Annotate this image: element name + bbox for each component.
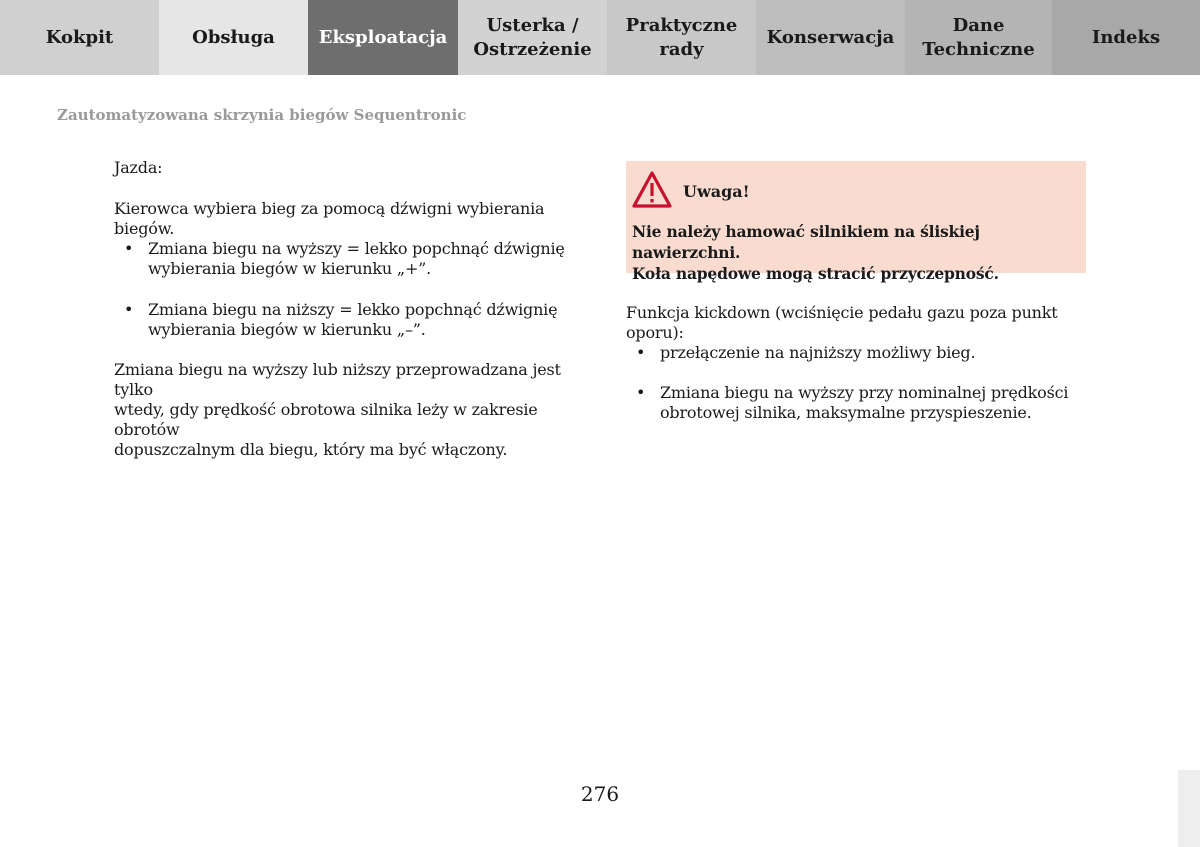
tab-label: Kokpit (45, 26, 114, 48)
right-intro: Funkcja kickdown (wciśnięcie pedału gazu poza punkt oporu): (626, 303, 1058, 342)
warning-line: Nie należy hamować silnikiem na śliskiej nawierzchni. (632, 222, 980, 262)
bullet-icon: • (124, 300, 134, 319)
tab-label: Konserwacja (766, 26, 895, 48)
list-item-line1: przełączenie na najniższy możliwy bieg. (660, 343, 976, 362)
tab-label-line2: Ostrzeżenie (473, 38, 592, 60)
tab-label-line1: Praktyczne (625, 14, 738, 36)
paragraph-line: Zmiana biegu na wyższy lub niższy przeprowadzana jest tylko (114, 360, 561, 399)
list-item-line2: wybierania biegów w kierunku „–”. (148, 320, 426, 339)
warning-box (626, 161, 1086, 283)
left-paragraph (114, 360, 584, 460)
tab-eksploatacja[interactable] (308, 0, 458, 75)
tab-label-line2: rady (659, 38, 704, 60)
tab-label: Indeks (1091, 26, 1161, 48)
list-item-line2: wybierania biegów w kierunku „+”. (148, 259, 432, 278)
page-number: 276 (580, 782, 620, 806)
tab-label: Obsługa (192, 26, 275, 48)
list-item-line1: Zmiana biegu na wyższy = lekko popchnąć dźwignię (148, 239, 565, 258)
tab-usterka-ostrzezenie[interactable] (458, 0, 607, 75)
tab-indeks[interactable] (1052, 0, 1200, 75)
bullet-icon: • (124, 239, 134, 258)
list-item-line1: Zmiana biegu na niższy = lekko popchnąć dźwignię (148, 300, 558, 319)
tab-kokpit[interactable] (0, 0, 159, 75)
left-heading: Jazda: (114, 158, 163, 177)
tab-dane-techniczne[interactable] (905, 0, 1052, 75)
bullet-icon: • (636, 343, 646, 362)
paragraph-line: dopuszczalnym dla biegu, który ma być włączony. (114, 440, 508, 459)
warning-text (632, 221, 1082, 284)
tab-label-line1: Usterka / (486, 14, 579, 36)
left-intro: Kierowca wybiera bieg za pomocą dźwigni wybierania biegów. (114, 199, 545, 238)
tab-label: Eksploatacja (318, 26, 448, 48)
section-title: Zautomatyzowana skrzynia biegów Sequentronic (57, 106, 467, 124)
tab-praktyczne-rady[interactable] (607, 0, 756, 75)
list-item-line1: Zmiana biegu na wyższy przy nominalnej prędkości (660, 383, 1069, 402)
paragraph-line: wtedy, gdy prędkość obrotowa silnika leży w zakresie obrotów (114, 400, 538, 439)
warning-line: Koła napędowe mogą stracić przyczepność. (632, 264, 999, 283)
tab-obsluga[interactable] (159, 0, 308, 75)
list-item-line2: obrotowej silnika, maksymalne przyspieszenie. (660, 403, 1032, 422)
page-edge-tab (1178, 770, 1200, 847)
chapter-tab-bar (0, 0, 1200, 75)
warning-title: Uwaga! (683, 182, 750, 201)
bullet-icon: • (636, 383, 646, 402)
tab-konserwacja[interactable] (756, 0, 905, 75)
warning-triangle-icon (631, 170, 673, 210)
tab-label-line1: Dane (952, 14, 1005, 36)
tab-label-line2: Techniczne (922, 38, 1035, 60)
